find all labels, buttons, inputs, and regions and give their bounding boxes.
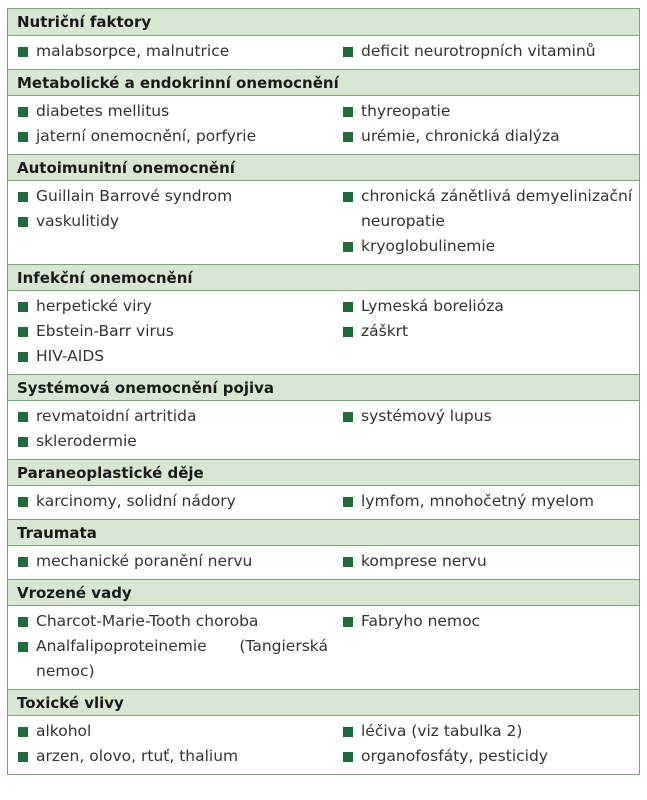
list-item <box>18 429 328 454</box>
item-text: revmatoidní artritida <box>36 407 197 425</box>
section-traumata <box>8 519 639 579</box>
item-text: Guillain Barrové syndrom <box>36 187 233 205</box>
list-item <box>18 344 328 369</box>
section-header: Nutriční faktory <box>8 9 639 36</box>
square-bullet-icon <box>18 437 28 447</box>
square-bullet-icon <box>343 302 353 312</box>
section-body <box>8 291 639 374</box>
section-body <box>8 36 639 69</box>
list-item <box>18 549 328 574</box>
list-item <box>343 609 633 634</box>
item-text: vaskulitidy <box>36 212 120 230</box>
section-body <box>8 401 639 459</box>
square-bullet-icon <box>18 727 28 737</box>
square-bullet-icon <box>343 47 353 57</box>
left-column <box>8 549 336 574</box>
list-item <box>18 39 328 64</box>
item-text: léčiva (viz tabulka 2) <box>361 722 523 740</box>
section-header: Autoimunitní onemocnění <box>8 154 639 181</box>
item-text: systémový lupus <box>361 407 492 425</box>
square-bullet-icon <box>343 242 353 252</box>
causes-table <box>7 8 640 775</box>
section-header: Systémová onemocnění pojiva <box>8 374 639 401</box>
item-text: Fabryho nemoc <box>361 612 481 630</box>
list-item <box>343 99 633 124</box>
list-item <box>18 609 328 634</box>
square-bullet-icon <box>18 47 28 57</box>
list-item <box>18 294 328 319</box>
list-item <box>18 99 328 124</box>
square-bullet-icon <box>18 327 28 337</box>
list-item <box>343 294 633 319</box>
list-item <box>18 209 328 234</box>
item-text: alkohol <box>36 722 92 740</box>
right-column <box>336 549 639 574</box>
left-column <box>8 39 336 64</box>
section-metabolicke <box>8 69 639 154</box>
list-item <box>18 489 328 514</box>
list-item <box>343 719 633 744</box>
item-text: záškrt <box>361 322 409 340</box>
square-bullet-icon <box>343 412 353 422</box>
left-column <box>8 404 336 454</box>
right-column <box>336 184 639 259</box>
list-item <box>18 404 328 429</box>
item-text: karcinomy, solidní nádory <box>36 492 236 510</box>
square-bullet-icon <box>343 327 353 337</box>
square-bullet-icon <box>18 617 28 627</box>
list-item <box>18 184 328 209</box>
section-header: Toxické vlivy <box>8 689 639 716</box>
list-item <box>343 124 633 149</box>
item-text: lymfom, mnohočetný myelom <box>361 492 594 510</box>
square-bullet-icon <box>18 642 28 652</box>
item-text: kryoglobulinemie <box>361 237 496 255</box>
list-item <box>343 234 633 259</box>
list-item <box>18 634 328 684</box>
item-text: komprese nervu <box>361 552 487 570</box>
section-autoimunitni <box>8 154 639 264</box>
square-bullet-icon <box>18 557 28 567</box>
section-body <box>8 546 639 579</box>
square-bullet-icon <box>18 412 28 422</box>
item-text: chronická zánětlivá demyelinizační neuropatie <box>361 187 633 230</box>
section-header: Vrozené vady <box>8 579 639 606</box>
list-item <box>343 404 633 429</box>
section-toxicke-vlivy <box>8 689 639 774</box>
square-bullet-icon <box>18 352 28 362</box>
right-column <box>336 489 639 514</box>
section-paraneoplasticke <box>8 459 639 519</box>
square-bullet-icon <box>343 727 353 737</box>
list-item <box>18 124 328 149</box>
item-text: urémie, chronická dialýza <box>361 127 560 145</box>
list-item <box>343 549 633 574</box>
section-header: Paraneoplastické děje <box>8 459 639 486</box>
item-text: organofosfáty, pesticidy <box>361 747 548 765</box>
section-header: Traumata <box>8 519 639 546</box>
list-item <box>18 319 328 344</box>
item-text: Charcot-Marie-Tooth choroba <box>36 612 259 630</box>
square-bullet-icon <box>18 752 28 762</box>
left-column <box>8 99 336 149</box>
square-bullet-icon <box>18 107 28 117</box>
list-item <box>18 744 328 769</box>
item-text: sklerodermie <box>36 432 137 450</box>
square-bullet-icon <box>18 192 28 202</box>
item-text: Lymeská borelióza <box>361 297 504 315</box>
item-text: deficit neurotropních vitaminů <box>361 42 596 60</box>
section-vrozene-vady <box>8 579 639 689</box>
list-item <box>343 744 633 769</box>
right-column <box>336 294 639 369</box>
item-text: arzen, olovo, rtuť, thalium <box>36 747 239 765</box>
square-bullet-icon <box>343 132 353 142</box>
section-body <box>8 486 639 519</box>
item-text: thyreopatie <box>361 102 451 120</box>
section-infekcni <box>8 264 639 374</box>
item-text: malabsorpce, malnutrice <box>36 42 230 60</box>
list-item <box>18 719 328 744</box>
section-body <box>8 606 639 689</box>
square-bullet-icon <box>18 217 28 227</box>
right-column <box>336 609 639 684</box>
left-column <box>8 489 336 514</box>
item-text: HIV-AIDS <box>36 347 105 365</box>
list-item <box>343 39 633 64</box>
item-text: mechanické poranění nervu <box>36 552 253 570</box>
section-header: Infekční onemocnění <box>8 264 639 291</box>
square-bullet-icon <box>343 617 353 627</box>
section-header: Metabolické a endokrinní onemocnění <box>8 69 639 96</box>
right-column <box>336 99 639 149</box>
left-column <box>8 184 336 259</box>
left-column <box>8 609 336 684</box>
list-item <box>343 489 633 514</box>
section-body <box>8 181 639 264</box>
list-item <box>343 184 633 234</box>
square-bullet-icon <box>18 302 28 312</box>
square-bullet-icon <box>343 557 353 567</box>
section-nutricni-faktory <box>8 9 639 69</box>
list-item <box>343 319 633 344</box>
square-bullet-icon <box>343 192 353 202</box>
item-text: herpetické viry <box>36 297 152 315</box>
square-bullet-icon <box>18 497 28 507</box>
section-systemova <box>8 374 639 459</box>
square-bullet-icon <box>343 497 353 507</box>
item-text: diabetes mellitus <box>36 102 170 120</box>
item-text: jaterní onemocnění, porfyrie <box>36 127 257 145</box>
item-text: Analfalipoproteinemie (Tangierská nemoc) <box>36 637 328 680</box>
right-column <box>336 404 639 454</box>
square-bullet-icon <box>18 132 28 142</box>
section-body <box>8 716 639 774</box>
right-column <box>336 719 639 769</box>
left-column <box>8 294 336 369</box>
square-bullet-icon <box>343 752 353 762</box>
item-text: Ebstein-Barr virus <box>36 322 174 340</box>
section-body <box>8 96 639 154</box>
right-column <box>336 39 639 64</box>
square-bullet-icon <box>343 107 353 117</box>
left-column <box>8 719 336 769</box>
